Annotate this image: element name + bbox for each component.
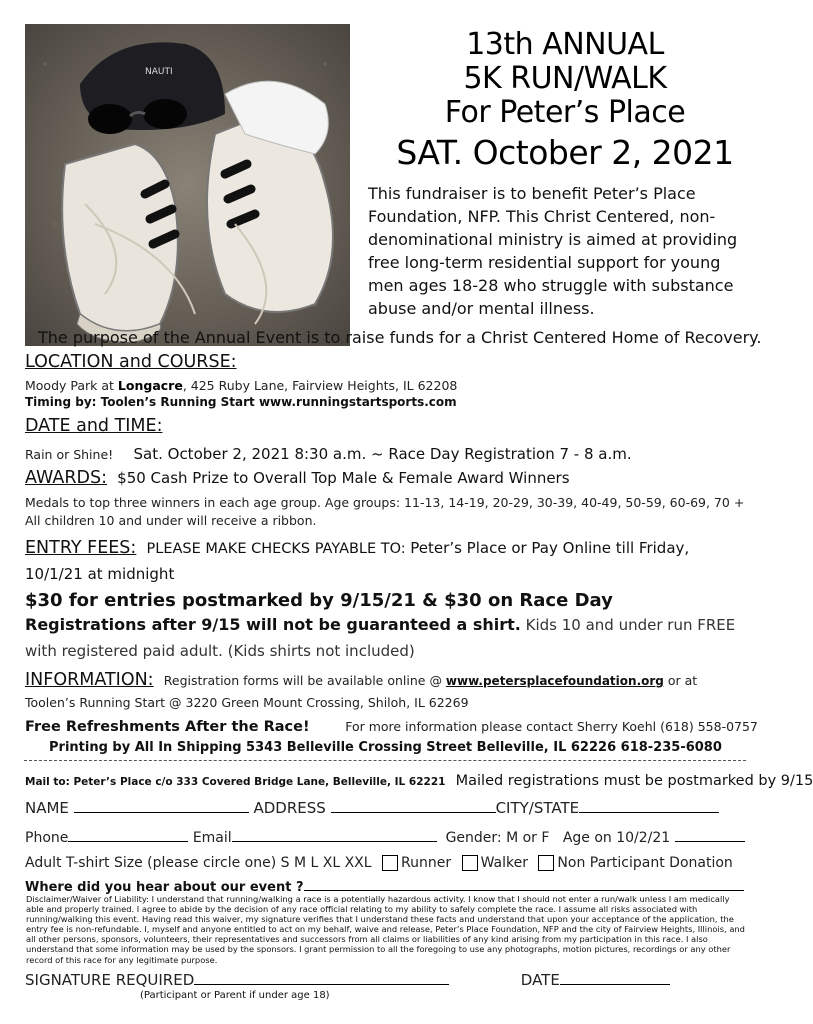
park-address: , 425 Ruby Lane, Fairview Heights, IL 62208 bbox=[182, 378, 458, 393]
cut-line bbox=[24, 760, 746, 761]
signature-field[interactable] bbox=[194, 970, 449, 985]
awards-medals: Medals to top three winners in each age group. Age groups: 11-13, 14-19, 20-29, 30-39, 40-49, 50-59, 60-69, 70 + bbox=[25, 495, 745, 510]
hear-field[interactable] bbox=[304, 878, 744, 891]
date-details: Sat. October 2, 2021 8:30 a.m. ~ Race Day Registration 7 - 8 a.m. bbox=[133, 445, 632, 463]
title-line-2: 5K RUN/WALK bbox=[463, 61, 667, 96]
name-label: NAME bbox=[25, 799, 69, 817]
address-label: ADDRESS bbox=[253, 799, 326, 817]
info-heading: INFORMATION: bbox=[25, 670, 154, 690]
purpose-text: The purpose of the Annual Event is to raise funds for a Christ Centered Home of Recovery. bbox=[38, 328, 762, 347]
awards-line bbox=[25, 468, 570, 488]
city-field[interactable] bbox=[579, 798, 719, 813]
mail-line bbox=[25, 770, 813, 789]
rain-or-shine: Rain or Shine! bbox=[25, 447, 114, 462]
tshirt-label: Adult T-shirt Size (please circle one) S M L XL XXL bbox=[25, 855, 372, 871]
refreshments-line bbox=[25, 716, 758, 735]
fees-line bbox=[25, 538, 689, 558]
location-prefix: Moody Park at bbox=[25, 378, 118, 393]
refreshments: Free Refreshments After the Race! bbox=[25, 719, 310, 735]
email-field[interactable] bbox=[232, 828, 437, 842]
info-toolens: Toolen’s Running Start @ 3220 Green Mount Crossing, Shiloh, IL 62269 bbox=[25, 695, 469, 710]
printing-line: Printing by All In Shipping 5343 Belleville Crossing Street Belleville, IL 62226 618-235-6080 bbox=[49, 740, 722, 755]
hear-label: Where did you hear about our event ? bbox=[25, 880, 304, 895]
phone-field[interactable] bbox=[68, 828, 188, 842]
walker-label: Walker bbox=[480, 855, 528, 871]
participant-note: (Participant or Parent if under age 18) bbox=[140, 990, 330, 1001]
info-forms: Registration forms will be available online @ bbox=[163, 673, 446, 688]
park-name: Longacre bbox=[117, 378, 183, 393]
shoes-photo bbox=[25, 24, 350, 346]
fees-online: Peter’s Place or Pay Online till Friday, bbox=[410, 539, 690, 557]
title-line-3: For Peter’s Place bbox=[444, 95, 686, 130]
intro-paragraph: This fundraiser is to benefit Peter’s Place Foundation, NFP. This Christ Centered, non-denominational ministry is aimed at providing free long-term residential support for young men ages 18-28 who struggle with substance abuse and/or mental illness. bbox=[368, 184, 738, 318]
awards-children: All children 10 and under will receive a ribbon. bbox=[25, 513, 317, 528]
runner-label: Runner bbox=[401, 855, 452, 871]
fees-kids-1: Kids 10 and under run FREE bbox=[520, 616, 736, 634]
city-label: CITY/STATE bbox=[495, 799, 580, 817]
location-heading: LOCATION and COURSE: bbox=[25, 352, 237, 372]
info-or-at: or at bbox=[663, 673, 698, 688]
hear-row bbox=[25, 876, 744, 895]
date-line bbox=[25, 444, 632, 463]
info-url-link[interactable]: www.petersplacefoundation.org bbox=[445, 674, 664, 688]
gender-label: Gender: M or F bbox=[445, 830, 550, 846]
nonparticipant-label: Non Participant Donation bbox=[557, 855, 733, 871]
age-label: Age on 10/2/21 bbox=[562, 830, 671, 846]
phone-row bbox=[25, 828, 745, 846]
phone-label: Phone bbox=[25, 830, 69, 846]
age-field[interactable] bbox=[675, 828, 745, 842]
awards-heading: AWARDS: bbox=[25, 468, 107, 488]
name-row bbox=[25, 798, 719, 817]
fees-shirt: Registrations after 9/15 will not be guaranteed a shirt. bbox=[25, 615, 521, 634]
mail-address: Mail to: Peter’s Place c/o 333 Covered Bridge Lane, Belleville, IL 62221 bbox=[25, 776, 446, 788]
date-field[interactable] bbox=[560, 970, 670, 985]
postmarked-note: Mailed registrations must be postmarked by 9/15 bbox=[455, 773, 813, 789]
address-field[interactable] bbox=[331, 798, 496, 813]
tshirt-row bbox=[25, 855, 733, 871]
awards-prize: $50 Cash Prize to Overall Top Male & Female Award Winners bbox=[117, 469, 570, 487]
title-line-1: 13th ANNUAL bbox=[466, 27, 664, 62]
fees-kids-2: with registered paid adult. (Kids shirts not included) bbox=[25, 642, 415, 660]
date-heading: DATE and TIME: bbox=[25, 416, 163, 436]
fees-heading: ENTRY FEES: bbox=[25, 538, 137, 558]
name-field[interactable] bbox=[74, 798, 249, 813]
signature-row bbox=[25, 970, 670, 989]
fees-deadline: 10/1/21 at midnight bbox=[25, 565, 175, 583]
nonparticipant-checkbox[interactable] bbox=[538, 855, 554, 871]
walker-checkbox[interactable] bbox=[462, 855, 478, 871]
runner-checkbox[interactable] bbox=[382, 855, 398, 871]
signature-label: SIGNATURE REQUIRED bbox=[25, 971, 195, 989]
info-line bbox=[25, 670, 697, 690]
fees-payable: PLEASE MAKE CHECKS PAYABLE TO: bbox=[146, 541, 411, 557]
contact-info: For more information please contact Sherry Koehl (618) 558-0757 bbox=[345, 719, 758, 734]
location-address bbox=[25, 378, 457, 393]
shoes-illustration bbox=[25, 24, 350, 346]
date-label: DATE bbox=[520, 971, 560, 989]
cap-text: NAUTI bbox=[145, 67, 173, 77]
fees-shirt-line bbox=[25, 615, 735, 634]
email-label: Email bbox=[192, 830, 232, 846]
fees-price: $30 for entries postmarked by 9/15/21 & $30 on Race Day bbox=[25, 590, 613, 611]
timing-line: Timing by: Toolen’s Running Start www.runningstartsports.com bbox=[25, 395, 457, 409]
title-date: SAT. October 2, 2021 bbox=[396, 133, 734, 172]
disclaimer-text: Disclaimer/Waiver of Liability: I understand that running/walking a race is a potentially hazardous activity. I know that I should not enter a run/walk unless I am medically able and properly trained. I agree to abide by the decision of any race official relating to my ability to safely complete the race. I assume all risks associated with running/walking this event. Having read this waiver, my signature verifies that I understand these facts and understand that upon your acceptance of the application, the entry fee is non-refundable. I, myself and anyone entitled to act on my behalf, waive and release, Peter’s Place Foundation, NFP and the city of Fairview Heights, Illinois, and all other persons, sponsors, volunteers, their representatives and successors from all claims or liabilities of any kind arising from my participation in this race. I also understand that some information may be used by the sponsors. I grant permission to all the foregoing to use any photographs, motion pictures, recordings or any other record of this race for any legitimate purpose. bbox=[26, 894, 745, 965]
